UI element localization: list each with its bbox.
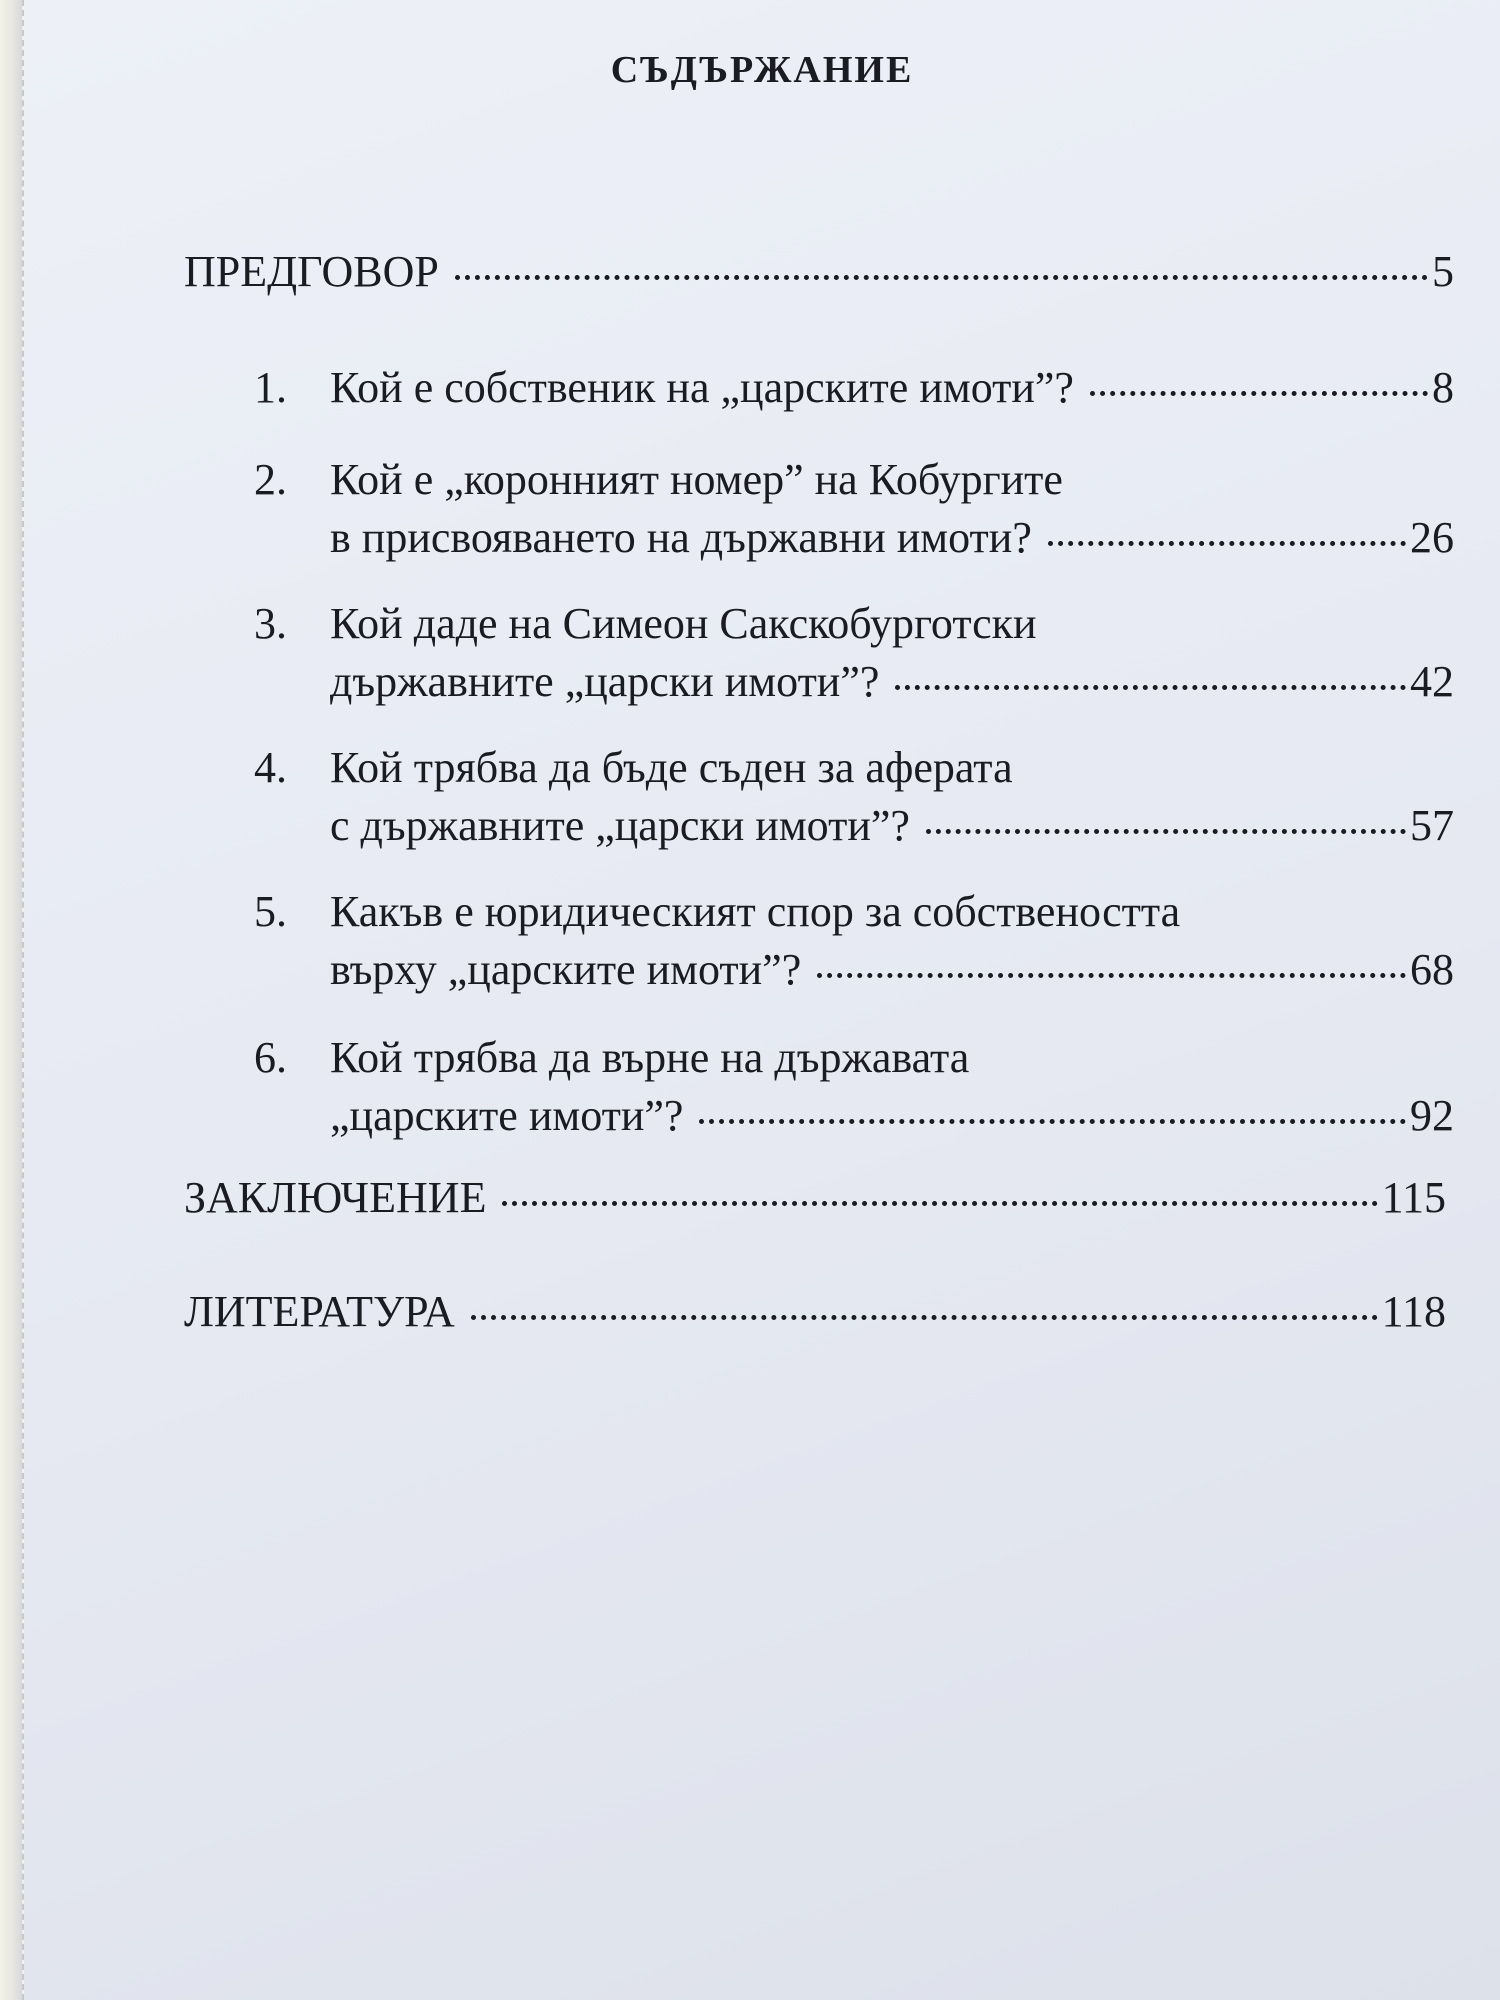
chapter-number: 4.: [254, 743, 287, 792]
toc-entry-chapter-4: [254, 740, 1013, 796]
dot-leader: [471, 1315, 1378, 1320]
chapter-title-continued: върху „царските имоти”?: [330, 945, 802, 994]
toc-page-number: 68: [1410, 945, 1454, 994]
book-page: [24, 0, 1500, 2000]
chapter-title: Кой даде на Симеон Сакскобурготски: [330, 599, 1037, 648]
chapter-title-continued: в присвояването на държавни имоти?: [330, 513, 1032, 562]
toc-page-number: 118: [1381, 1287, 1446, 1336]
toc-entry-conclusion: [184, 1170, 1446, 1226]
book-binding-edge: [0, 0, 24, 2000]
page-title: СЪДЪРЖАНИЕ: [610, 49, 914, 91]
chapter-number: 3.: [254, 599, 287, 648]
chapter-number: 2.: [254, 455, 287, 504]
table-of-contents: [24, 0, 1500, 2000]
toc-entry-label: ЛИТЕРАТУРА: [184, 1287, 455, 1336]
toc-page-number: 92: [1410, 1091, 1454, 1140]
dot-leader: [455, 275, 1428, 280]
chapter-title-continued: с държавните „царски имоти”?: [330, 801, 910, 850]
toc-entry-chapter-3: [254, 596, 1037, 652]
toc-entry-label: ЗАКЛЮЧЕНИЕ: [184, 1173, 487, 1222]
dot-leader: [895, 685, 1406, 690]
toc-entry-chapter-6-continued: [330, 1088, 1454, 1144]
chapter-title: Кой е „коронният номер” на Кобургите: [330, 455, 1063, 504]
toc-entry-preface: [184, 244, 1454, 300]
toc-page-number: 57: [1410, 801, 1454, 850]
toc-entry-chapter-3-continued: [330, 654, 1454, 710]
chapter-title: Кой трябва да върне на държавата: [330, 1033, 970, 1082]
dot-leader: [699, 1119, 1406, 1124]
chapter-title: Кой трябва да бъде съден за аферата: [330, 743, 1013, 792]
chapter-title: Кой е собственик на „царските имоти”?: [330, 363, 1074, 412]
chapter-number: 1.: [254, 363, 287, 412]
toc-entry-label: ПРЕДГОВОР: [184, 247, 439, 296]
dot-leader: [817, 973, 1406, 978]
chapter-title-continued: държавните „царски имоти”?: [330, 657, 880, 706]
dot-leader: [1048, 541, 1406, 546]
chapter-number: 6.: [254, 1033, 287, 1082]
toc-entry-chapter-2-continued: [330, 510, 1454, 566]
toc-entry-chapter-4-continued: [330, 798, 1454, 854]
chapter-title: Какъв е юридическият спор за собствеността: [330, 887, 1181, 936]
toc-entry-chapter-2: [254, 452, 1063, 508]
toc-entry-literature: [184, 1284, 1446, 1340]
dot-leader: [502, 1201, 1377, 1206]
dot-leader: [926, 829, 1406, 834]
toc-entry-chapter-5: [254, 884, 1180, 940]
toc-entry-chapter-1: [254, 360, 1454, 416]
dot-leader: [1090, 391, 1428, 396]
toc-page-number: 115: [1381, 1173, 1446, 1222]
toc-page-number: 26: [1410, 513, 1454, 562]
toc-page-number: 8: [1432, 363, 1454, 412]
toc-page-number: 42: [1410, 657, 1454, 706]
toc-page-number: 5: [1432, 247, 1454, 296]
chapter-number: 5.: [254, 887, 287, 936]
chapter-title-continued: „царските имоти”?: [330, 1091, 684, 1140]
toc-entry-chapter-5-continued: [330, 942, 1454, 998]
toc-entry-chapter-6: [254, 1030, 969, 1086]
